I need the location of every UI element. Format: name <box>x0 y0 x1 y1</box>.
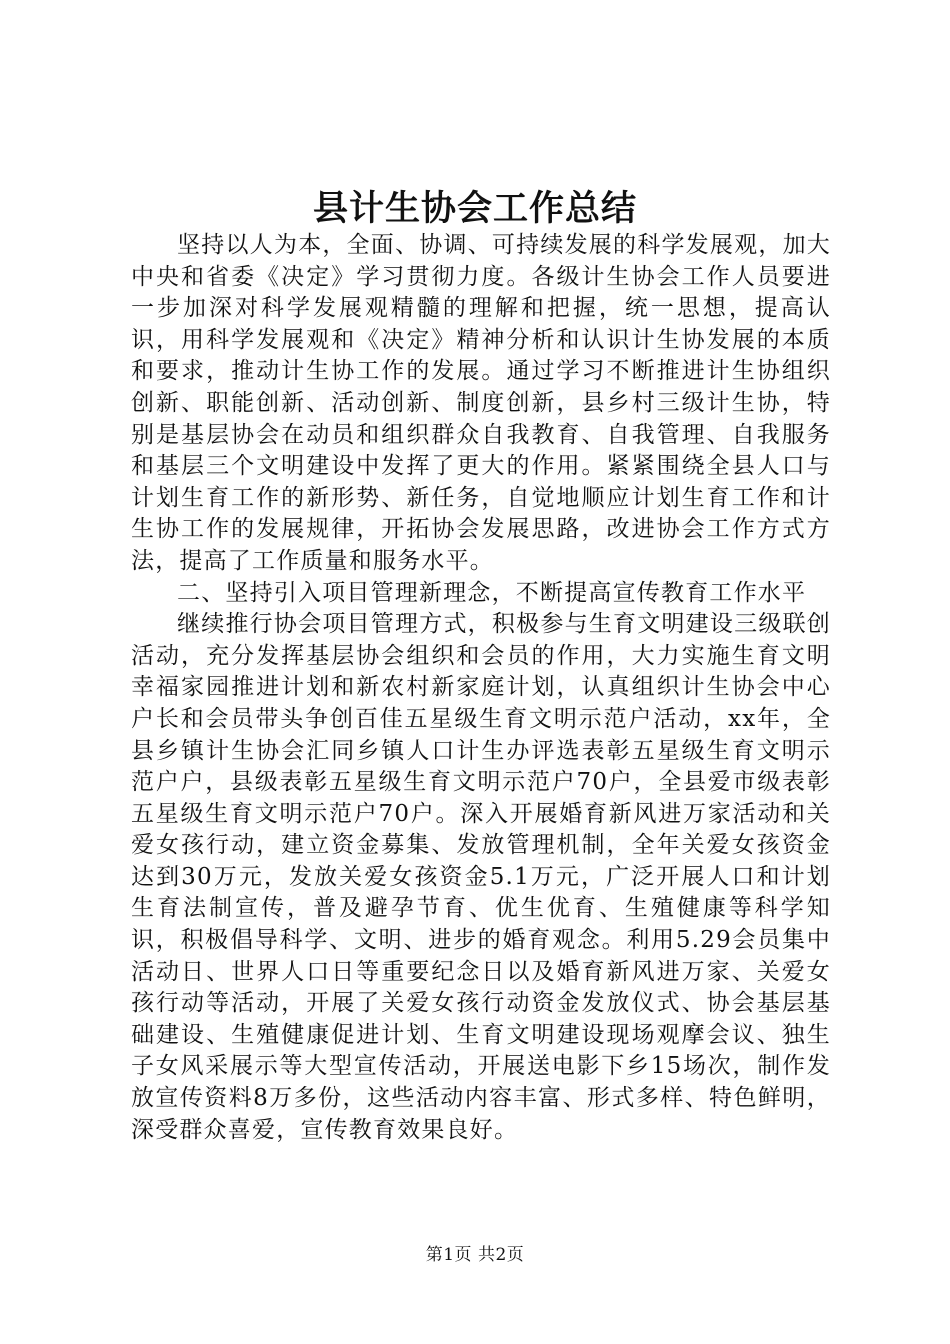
section-heading-project-management: 二、坚持引入项目管理新理念，不断提高宣传教育工作水平 <box>177 579 807 606</box>
paragraph-project-activities: 继续推行协会项目管理方式，积极参与生育文明建设三级联创活动，充分发挥基层协会组织和会员的作用，大力实施生育文明幸福家园推进计划和新农村新家庭计划，认真组织计生协会中心户长和会员带头争创百佳五星级生育文明示范户活动，xx年，全县乡镇计生协会汇同乡镇人口计生办评选表彰五星级生育文明示范户户，县级表彰五星级生育文明示范户70户，全县爱市级表彰五星级生育文明示范户70户。深入开展婚育新风进万家活动和关爱女孩行动，建立资金募集、发放管理机制，全年关爱女孩资金达到30万元，发放关爱女孩资金5.1万元，广泛开展人口和计划生育法制宣传，普及避孕节育、优生优育、生殖健康等科学知识，积极倡导科学、文明、进步的婚育观念。利用5.29会员集中活动日、世界人口日等重要纪念日以及婚育新风进万家、关爱女孩行动等活动，开展了关爱女孩行动资金发放仪式、协会基层基础建设、生殖健康促进计划、生育文明建设现场观摩会议、独生子女风采展示等大型宣传活动，开展送电影下乡15场次，制作发放宣传资料8万多份，这些活动内容丰富、形式多样、特色鲜明，深受群众喜爱，宣传教育效果良好。 <box>131 611 831 1143</box>
paragraph-study-development: 坚持以人为本，全面、协调、可持续发展的科学发展观，加大中央和省委《决定》学习贯彻力度。各级计生协会工作人员要进一步加深对科学发展观精髓的理解和把握，统一思想，提高认识，用科学发展观和《决定》精神分析和认识计生协发展的本质和要求，推动计生协工作的发展。通过学习不断推进计生协组织创新、职能创新、活动创新、制度创新，县乡村三级计生协，特别是基层协会在动员和组织群众自我教育、自我管理、自我服务和基层三个文明建设中发挥了更大的作用。紧紧围绕全县人口与计划生育工作的新形势、新任务，自觉地顺应计划生育工作和计生协工作的发展规律，开拓协会发展思路，改进协会工作方式方法，提高了工作质量和服务水平。 <box>131 232 831 574</box>
document-body <box>131 230 831 1146</box>
page-number-footer: 第1页 共2页 <box>425 1245 525 1265</box>
document-title: 县计生协会工作总结 <box>312 188 637 229</box>
